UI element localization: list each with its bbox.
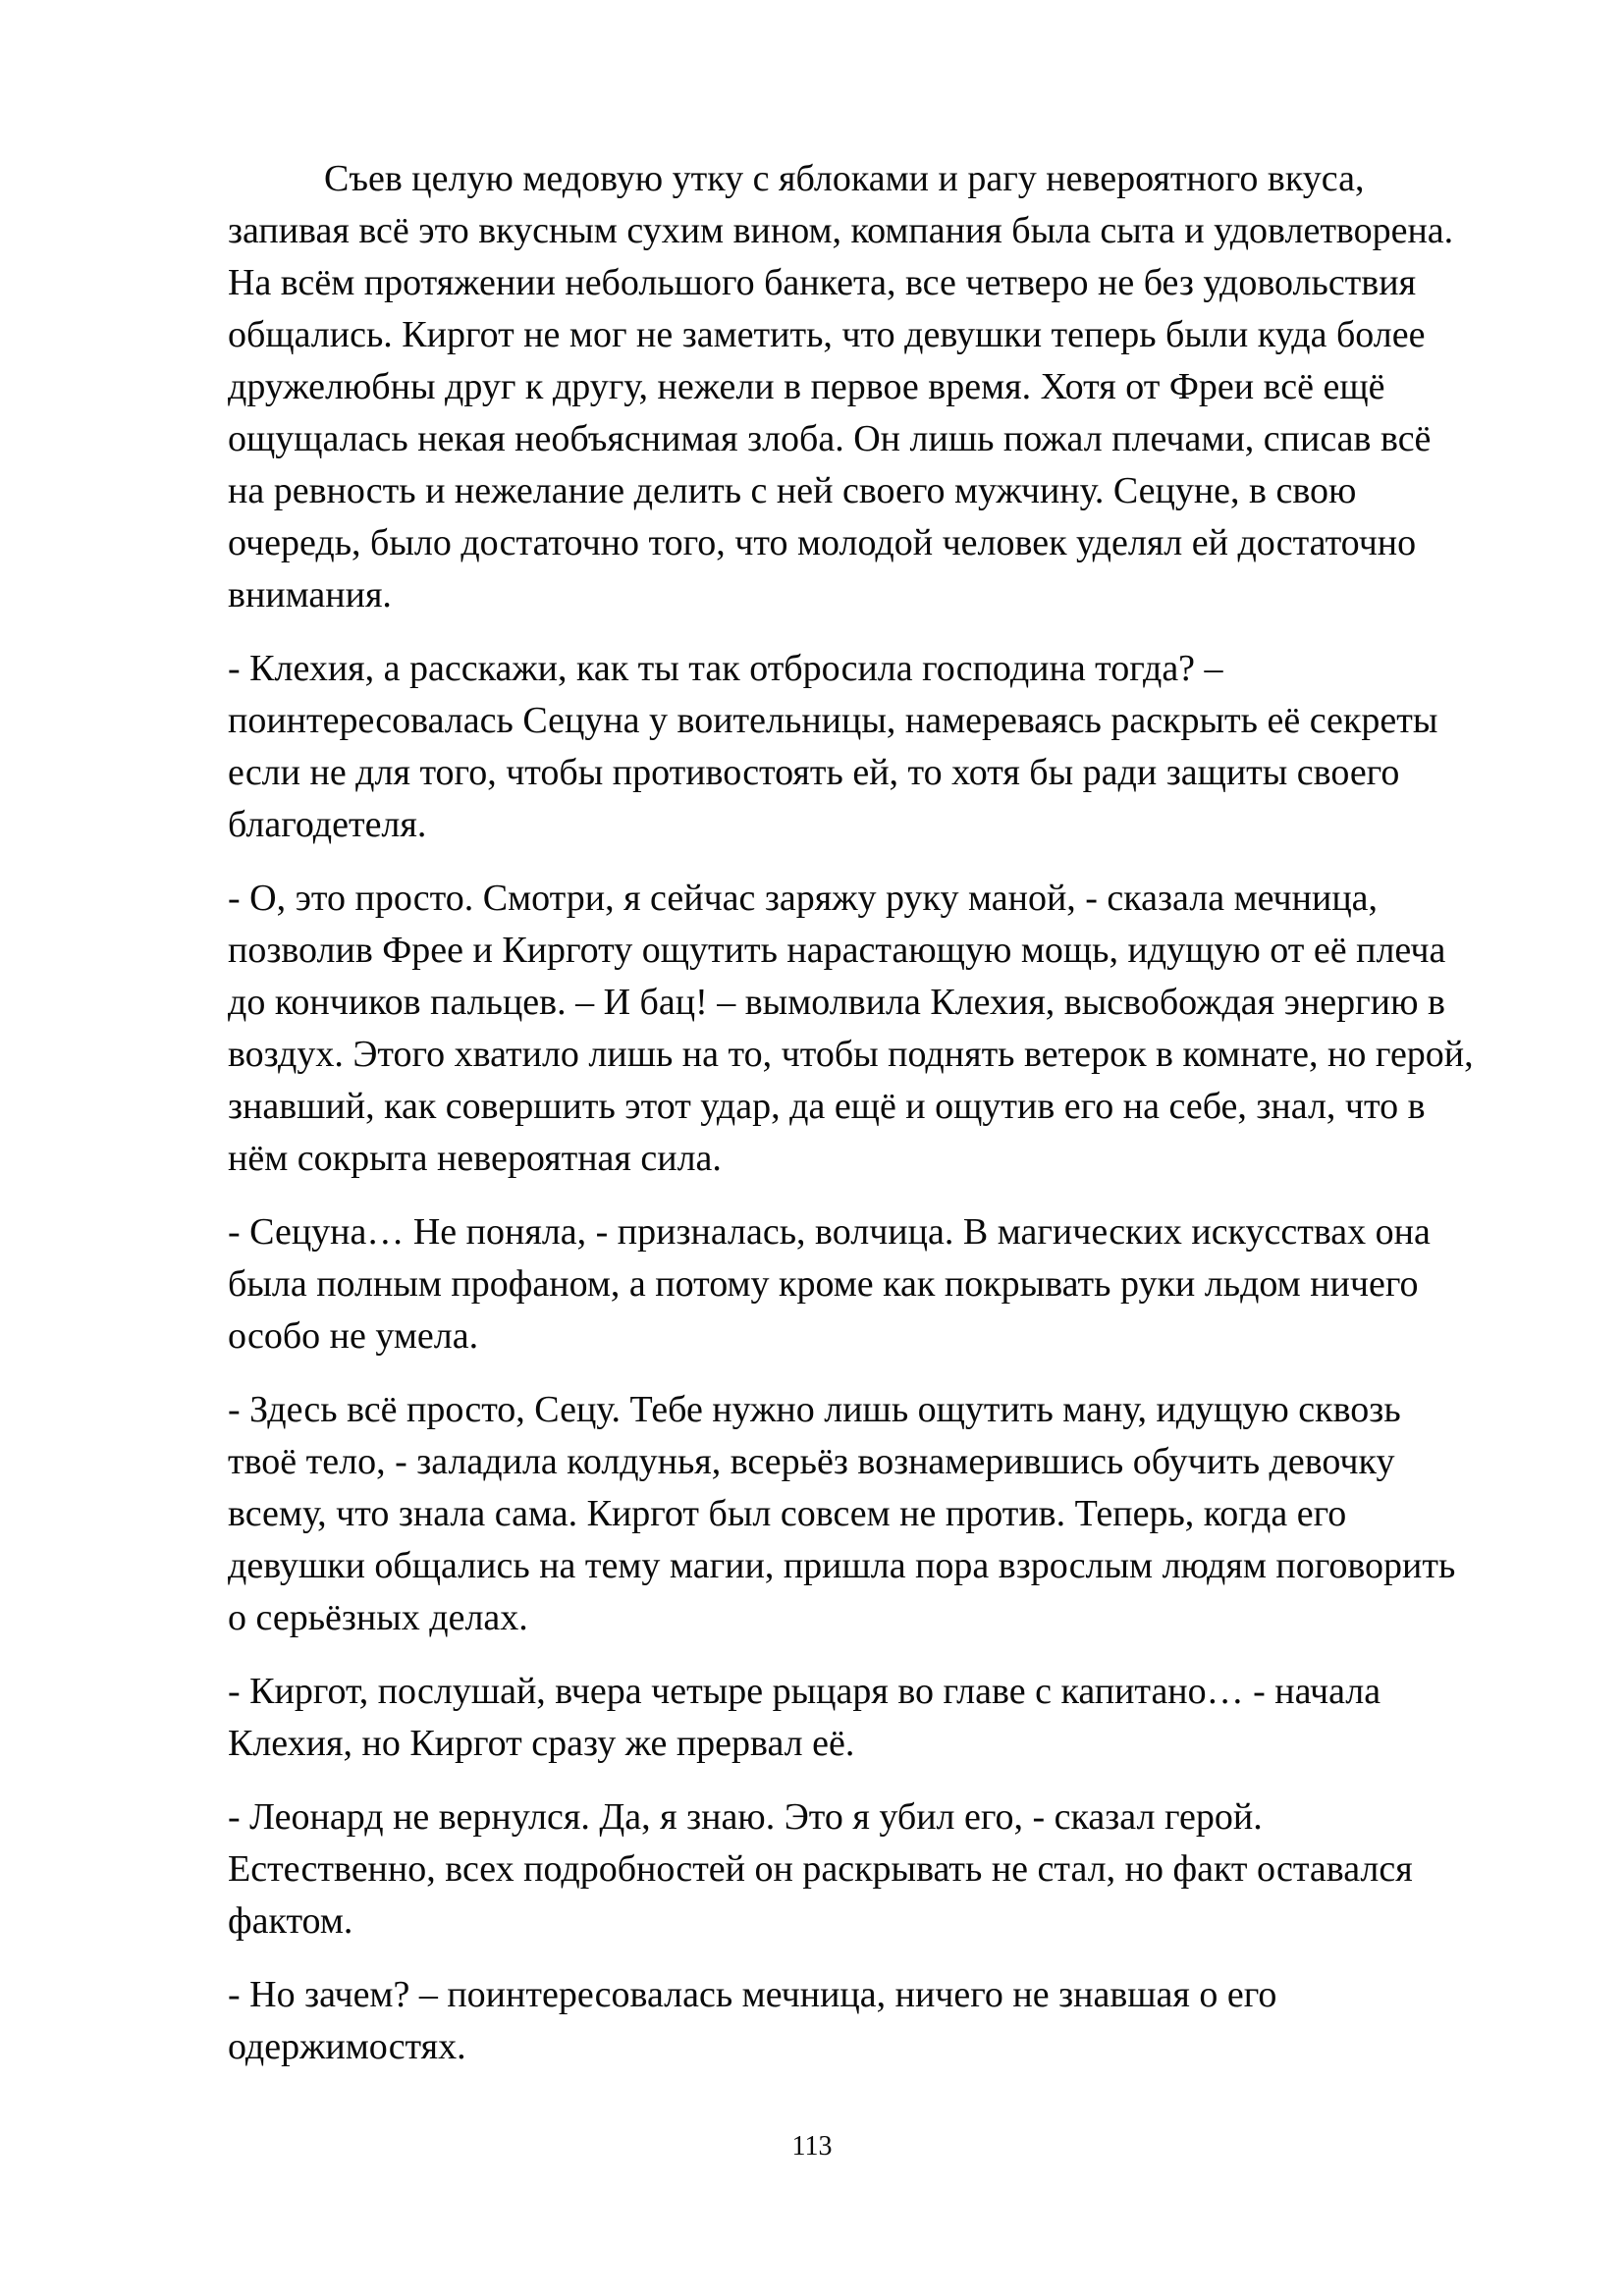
text-line: внимания.: [228, 574, 392, 615]
text-line: - О, это просто. Смотри, я сейчас заряжу руку маной, - сказала мечница,: [228, 878, 1379, 919]
text-line: особо не умела.: [228, 1315, 479, 1357]
text-line: - Клехия, а расскажи, как ты так отбросила господина тогда? –: [228, 648, 1223, 689]
text-line: до кончиков пальцев. – И бац! – вымолвила Клехия, высвобождая энергию в: [228, 982, 1445, 1023]
text-line: - Здесь всё просто, Сецу. Тебе нужно лишь ощутить ману, идущую сквозь: [228, 1389, 1401, 1430]
text-line: девушки общались на тему магии, пришла пора взрослым людям поговорить: [228, 1545, 1456, 1586]
text-line: воздух. Этого хватило лишь на то, чтобы поднять ветерок в комнате, но герой,: [228, 1034, 1474, 1075]
text-line: - Киргот, послушай, вчера четыре рыцаря во главе с капитано… - начала: [228, 1671, 1381, 1712]
paragraph-6: [228, 1666, 1504, 1770]
text-line: поинтересовалась Сецуна у воительницы, намереваясь раскрыть её секреты: [228, 700, 1438, 741]
page-number: 113: [791, 2131, 833, 2162]
text-line: на ревность и нежелание делить с ней своего мужчину. Сецуне, в свою: [228, 470, 1357, 511]
paragraph-2: [228, 643, 1504, 851]
text-line: Съев целую медовую утку с яблоками и рагу невероятного вкуса,: [324, 158, 1365, 199]
text-line: фактом.: [228, 1900, 353, 1942]
document-body: [228, 153, 1504, 2095]
text-line: о серьёзных делах.: [228, 1597, 528, 1638]
page-footer: [0, 2120, 1624, 2172]
text-line: нём сокрыта невероятная сила.: [228, 1138, 722, 1179]
text-line: очередь, было достаточно того, что молодой человек уделял ей достаточно: [228, 522, 1417, 563]
text-line: если не для того, чтобы противостоять ей, то хотя бы ради защиты своего: [228, 752, 1400, 793]
text-line: знавший, как совершить этот удар, да ещё и ощутив его на себе, знал, что в: [228, 1086, 1426, 1127]
paragraph-3: [228, 873, 1504, 1185]
text-line: твоё тело, - заладила колдунья, всерьёз вознамерившись обучить девочку: [228, 1441, 1395, 1482]
text-line: благодетеля.: [228, 804, 427, 845]
text-line: всему, что знала сама. Киргот был совсем не против. Теперь, когда его: [228, 1493, 1347, 1534]
paragraph-8: [228, 1969, 1504, 2073]
paragraph-7: [228, 1791, 1504, 1948]
text-line: была полным профаном, а потому кроме как покрывать руки льдом ничего: [228, 1263, 1419, 1305]
text-line: одержимостях.: [228, 2026, 466, 2067]
paragraph-5: [228, 1384, 1504, 1644]
text-line: дружелюбны друг к другу, нежели в первое время. Хотя от Фреи всё ещё: [228, 366, 1385, 407]
text-line: - Леонард не вернулся. Да, я знаю. Это я убил его, - сказал герой.: [228, 1796, 1263, 1838]
text-line: Клехия, но Киргот сразу же прервал её.: [228, 1723, 855, 1764]
text-line: На всём протяжении небольшого банкета, все четверо не без удовольствия: [228, 262, 1417, 303]
text-line: позволив Фрее и Кирготу ощутить нарастающую мощь, идущую от её плеча: [228, 930, 1446, 971]
text-line: общались. Киргот не мог не заметить, что девушки теперь были куда более: [228, 314, 1426, 355]
paragraph-1: [228, 153, 1504, 621]
text-line: ощущалась некая необъяснимая злоба. Он лишь пожал плечами, списав всё: [228, 418, 1432, 459]
text-line: - Но зачем? – поинтересовалась мечница, ничего не знавшая о его: [228, 1974, 1277, 2015]
text-line: Естественно, всех подробностей он раскрывать не стал, но факт оставался: [228, 1848, 1413, 1890]
paragraph-4: [228, 1206, 1504, 1362]
text-line: запивая всё это вкусным сухим вином, компания была сыта и удовлетворена.: [228, 210, 1454, 251]
text-line: - Сецуна… Не поняла, - призналась, волчица. В магических искусствах она: [228, 1211, 1431, 1253]
